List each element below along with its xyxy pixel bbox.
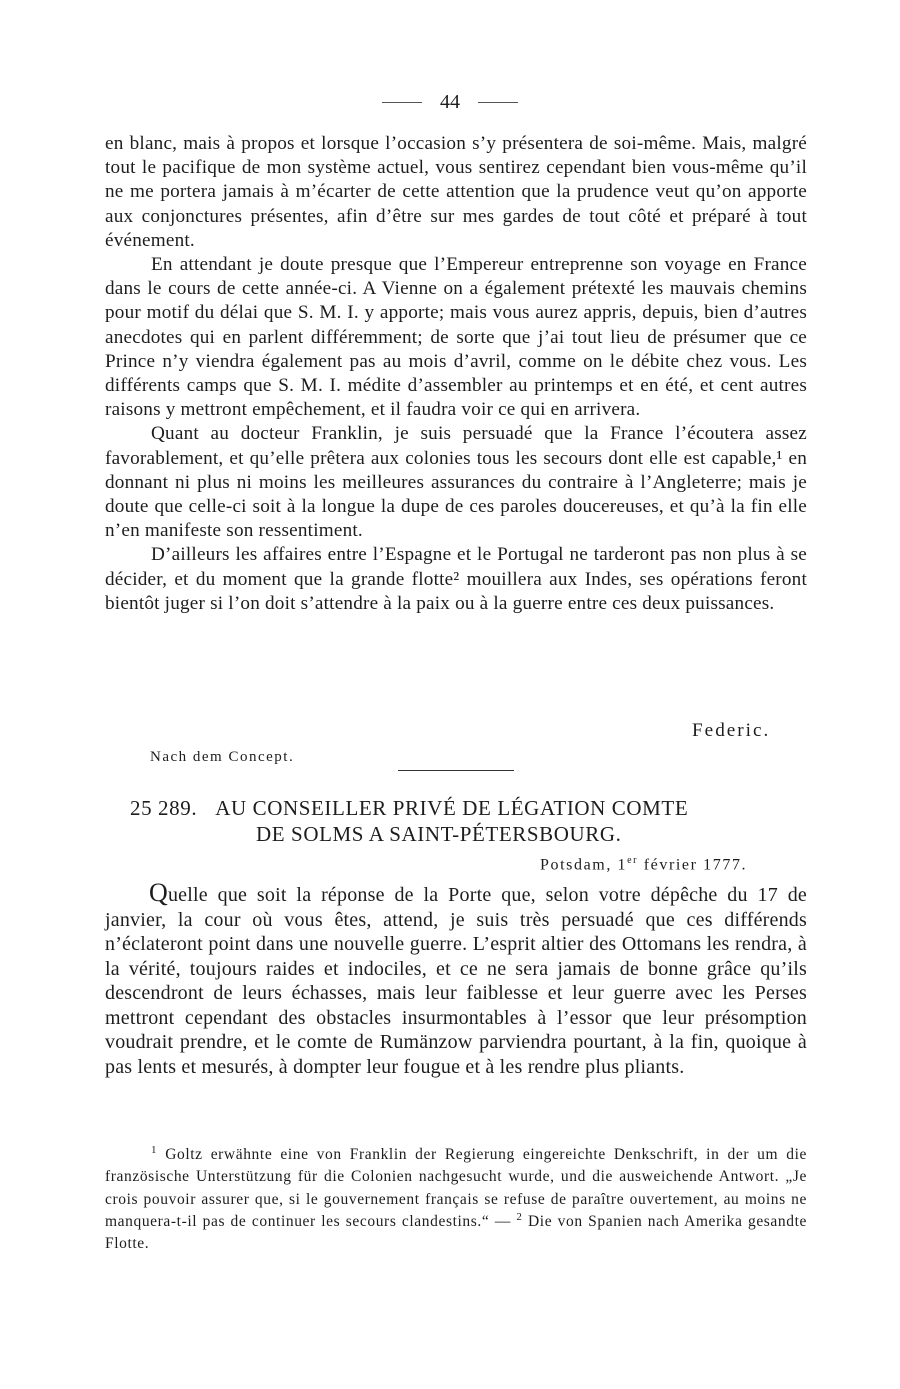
footnote — [105, 1144, 807, 1255]
place-date — [540, 855, 785, 874]
footnote-mark: 2 — [516, 1210, 523, 1223]
date-rest: février 1777. — [643, 856, 748, 874]
date-day-suffix: er — [627, 855, 639, 866]
letter-heading — [130, 795, 780, 847]
paragraph: Quant au docteur Franklin, je suis persuadé que la France l’écoutera assez favorablement, et qu’elle prêtera aux colonies tous les secours dont elle est capable,¹ en donnant ni plus ni moins les meilleures assurances du contraire à l’Angleterre; mais je doute que celle-ci soit à la longue la dupe de ces paroles doucereuses, et qu’à la fin elle n’en manifeste son ressentiment. — [105, 423, 807, 542]
heading-text-1: AU CONSEILLER PRIVÉ DE LÉGATION COMTE — [215, 796, 689, 820]
paragraph: D’ailleurs les affaires entre l’Espagne et le Portugal ne tarderont pas non plus à se décider, et du moment que la grande flotte² mouillera aux Indes, ses opérations feront bientôt juger si l’on doit s’attendre à la paix ou à la guerre entre ces deux puissances. — [105, 544, 807, 614]
footnote-text: Goltz erwähnte eine von Franklin der Regierung eingereichte Denkschrift, in der um die französische Unterstützung für die Colonien nachgesucht wurde, und die ausweichende Antwort. „Je crois pouvoir assurer que, si le gouvernement français se refuse de paraître ouvertement, au moins ne manquera-t-il pas de continuer les secours clandestins.“ — — [105, 1146, 807, 1230]
paragraph: en blanc, mais à propos et lorsque l’occasion s’y présentera de soi-même. Mais, malgré tout le pacifique de mon système actuel, vous sentirez cependant bien vous-même qu’il ne me portera jamais à m’écarter de cette attention que la prudence veut qu’on apporte aux conjonctures présentes, afin d’être sur mes gardes de tout côté et préparé à tout événement. — [105, 133, 807, 251]
page-header — [0, 90, 900, 114]
date-day: 1 — [617, 856, 628, 874]
signature: Federic. — [692, 720, 771, 741]
initial-letter: Q — [149, 878, 168, 907]
paragraph: En attendant je doute presque que l’Empereur entreprenne son voyage en France dans le cours de cette année-ci. A Vienne on a également prétexté les mauvais chemins pour motif du délai que S. M. I. y apporte; mais vous aurez appris, depuis, bien d’autres anecdotes qui en parlent différemment; de sorte que j’ai tout lieu de présumer que ce Prince n’y viendra également pas au mois d’avril, comme on le débite chez vous. Les différents camps que S. M. I. médite d’assembler au printemps et en été, et cent autres raisons y mettront empêchement, et il faudra voir ce qui en arrivera. — [105, 254, 807, 421]
place: Potsdam, — [540, 856, 612, 874]
footnotes — [105, 1144, 807, 1255]
heading-line-1 — [130, 795, 780, 821]
previous-letter-body — [105, 132, 807, 616]
letter-body-text: uelle que soit la réponse de la Porte que, selon votre dépêche du 17 de janvier, la cour où vous êtes, attend, je suis très persuadé que ces différends n’éclateront point dans une nouvelle guerre. L’esprit altier des Ottomans les rendra, à la vérité, toujours raides et indociles, et ce ne sera jamais de bonne grâce qu’ils descendront de leurs échasses, mais leur faiblesse et leur guerre avec les Perses mettront cependant des obstacles insurmontables à l’essor que leur présomption voudrait prendre, et le comte de Rumänzow parviendra pourtant, à la fin, quoique à pas lents et mesurés, à dompter leur fougue et à les rendre plus pliants. — [105, 884, 807, 1078]
footnote-text: Die von Spanien nach Amerika gesandte Flotte. — [105, 1212, 807, 1253]
heading-line-2: DE SOLMS A SAINT-PÉTERSBOURG. — [256, 822, 622, 846]
letter-number: 25 289. — [130, 796, 198, 820]
letter-body — [105, 878, 807, 1079]
section-divider — [398, 770, 514, 771]
footnote-mark: 1 — [151, 1143, 158, 1156]
header-rule-left — [382, 102, 422, 103]
header-rule-right — [478, 102, 518, 103]
paragraph — [105, 878, 807, 1079]
page-number: 44 — [440, 90, 460, 113]
source-note: Nach dem Concept. — [150, 749, 295, 765]
